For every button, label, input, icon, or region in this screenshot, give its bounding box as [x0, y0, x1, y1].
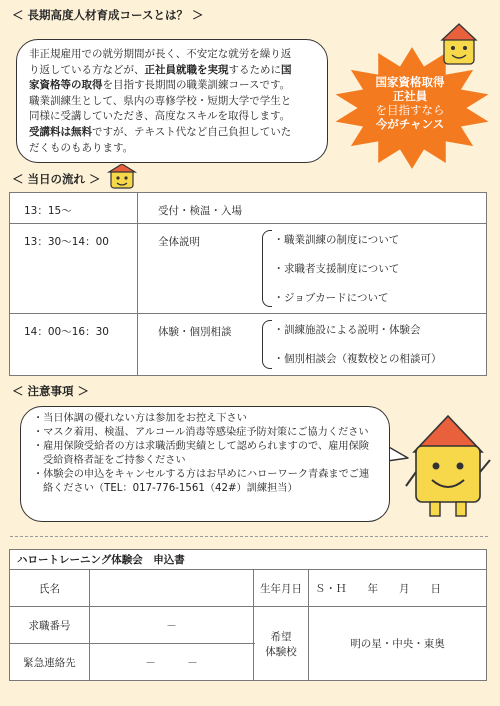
star-line-2: 正社員	[392, 89, 428, 103]
schedule-activity: 体験・個別相談	[138, 314, 258, 376]
schedule-activity: 受付・検温・入場	[138, 193, 487, 224]
dob-field[interactable]: Ｓ・Ｈ 年 月 日	[309, 570, 487, 607]
note-item: ・体験会の申込をキャンセルする方はお早めにハローワーク青森までご連絡ください（TEL：017-776-1561（42#）訓練担当）	[33, 469, 370, 494]
section-heading-course	[12, 7, 203, 23]
schedule-row	[10, 224, 487, 314]
intro-line: 家資格等の取得を目指す長期間の職業訓練コースです。	[29, 79, 291, 92]
schedule-item: ・個別相談会（複数校との相談可）	[273, 353, 442, 365]
section-heading-notes: ＜ 注意事項 ＞	[12, 384, 90, 398]
schedule-items	[258, 314, 487, 376]
mascot-large-icon	[400, 412, 496, 524]
schedule-row	[10, 193, 487, 224]
schedule-item: ・ジョブカードについて	[273, 292, 389, 304]
schedule-time: 14：00〜16：30	[10, 314, 138, 376]
intro-line: 同様に受講していただき、高度なスキルを取得します。	[29, 110, 291, 123]
emergency-field[interactable]: － －	[90, 644, 254, 681]
brace	[262, 320, 272, 369]
brace	[262, 230, 272, 307]
bracket-close: ＞	[191, 8, 204, 22]
schedule-table	[9, 192, 487, 376]
schedule-item: ・職業訓練の制度について	[273, 234, 400, 246]
schedule-item: ・求職者支援制度について	[273, 263, 400, 275]
heading-text: 当日の流れ	[27, 172, 86, 186]
notes-bubble	[20, 406, 390, 522]
heading-text: 注意事項	[27, 384, 74, 398]
note-item: ・雇用保険受給者の方は求職活動実績として認められますので、雇用保険受給資格者証をご持参ください	[33, 441, 369, 466]
section-heading-schedule: ＜ 当日の流れ ＞	[12, 172, 101, 186]
note-item: ・マスク着用、検温、アルコール消毒等感染症予防対策にご協力ください	[33, 427, 369, 438]
star-line-1: 国家資格取得	[375, 75, 445, 89]
schedule-row	[10, 314, 487, 376]
intro-line: だくものもあります。	[29, 141, 134, 154]
job-number-field[interactable]: －	[90, 607, 254, 644]
schedule-items	[258, 224, 487, 314]
cut-line	[10, 536, 488, 537]
heading-text: 長期高度人材育成コースとは？	[27, 8, 188, 22]
mascot-box-icon	[106, 164, 140, 192]
dob-label: 生年月日	[254, 570, 309, 607]
intro-line: 非正規雇用での就労期間が長く、不安定な就労を繰り返	[29, 48, 292, 60]
school-label: 希望 体験校	[254, 607, 309, 681]
star-line-4: 今がチャンス	[375, 117, 445, 131]
schedule-time: 13：15〜	[10, 193, 138, 224]
intro-line: 職業訓練生として、県内の専修学校・短期大学で学生と	[29, 94, 292, 107]
emergency-label: 緊急連絡先	[10, 644, 90, 681]
schedule-time: 13：30〜14：00	[10, 224, 138, 314]
job-number-label: 求職番号	[10, 607, 90, 644]
name-field[interactable]	[90, 570, 254, 607]
schedule-item: ・訓練施設による説明・体験会	[273, 324, 421, 336]
school-options[interactable]: 明の星・中央・東奥	[309, 607, 487, 681]
application-form	[9, 549, 487, 681]
intro-bubble	[16, 39, 328, 163]
star-text	[350, 75, 470, 131]
bracket-open: ＜	[12, 8, 24, 22]
form-title: ハロートレーニング体験会 申込書	[10, 550, 487, 570]
star-line-3: を目指すなら	[375, 103, 445, 117]
note-item: ・当日体調の優れない方は参加をお控え下さい	[33, 413, 247, 424]
intro-line: り返している方などが、正社員就職を実現するために国	[29, 63, 292, 76]
intro-line: 受講料は無料ですが、テキスト代など自己負担していた	[29, 125, 292, 138]
name-label: 氏名	[10, 570, 90, 607]
mascot-small-icon	[442, 24, 476, 64]
schedule-activity: 全体説明	[138, 224, 258, 314]
